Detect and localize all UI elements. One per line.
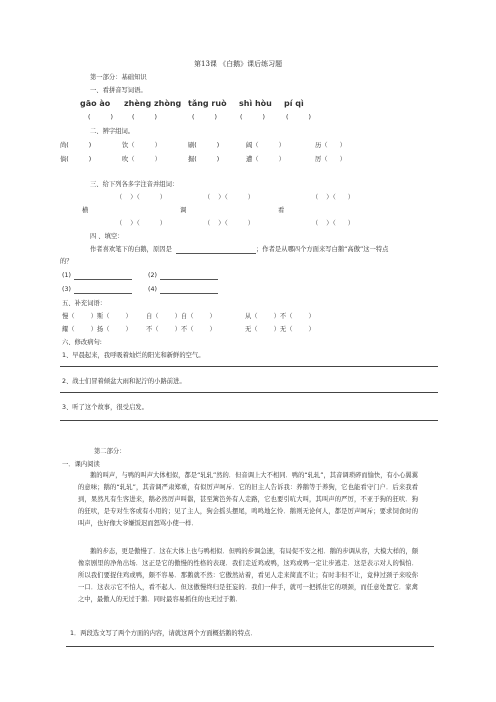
- section-heading: 一．课内阅读: [62, 461, 100, 468]
- pinyin-blank-4[interactable]: ( ): [240, 114, 265, 121]
- polyphone-blank[interactable]: （ ）（ ）: [204, 220, 255, 227]
- polyphone-blank[interactable]: （ ）（ ）: [312, 194, 355, 201]
- polyphone-blank[interactable]: （ ）（ ）: [312, 220, 355, 227]
- page-title: 第13课 《白鹅》课后练习题: [194, 60, 283, 68]
- fill-item-label: (4): [148, 286, 157, 293]
- answer-line[interactable]: [66, 646, 434, 647]
- pinyin-1: gāo ào: [80, 99, 111, 108]
- pinyin-5: pí qì: [284, 99, 304, 108]
- fill-blank-line[interactable]: [74, 279, 132, 280]
- polyphone-blank[interactable]: （ ）（ ）: [204, 194, 255, 201]
- polyphone-blank[interactable]: （ ）（ ）: [116, 194, 167, 201]
- idiom-item[interactable]: 自（ ）自（ ）: [146, 313, 216, 320]
- fill-item-label: (1): [62, 272, 71, 279]
- answer-line[interactable]: [60, 420, 438, 421]
- polyphone-blank[interactable]: （ ）（ ）: [116, 220, 167, 227]
- fill-question-text: ；作者是从哪四个方面来写白鹅“高傲”这一特点: [256, 246, 389, 253]
- word-group-item[interactable]: 阔（ ）: [246, 142, 285, 149]
- word-group-item[interactable]: 吹（ ）: [122, 156, 161, 163]
- word-group-item[interactable]: 掘( ): [188, 156, 220, 163]
- idiom-item[interactable]: 慢（ ）斯（ ）: [62, 313, 132, 320]
- pinyin-blank-5[interactable]: ( ): [286, 114, 311, 121]
- word-group-item[interactable]: 倘( ): [60, 156, 92, 163]
- q2-heading: 二、辨字组词。: [90, 128, 135, 135]
- polyphone-char: 看: [278, 207, 285, 214]
- idiom-item[interactable]: 不（ ）不（ ）: [146, 326, 216, 333]
- word-group-item[interactable]: 尚( ): [60, 142, 92, 149]
- idiom-item[interactable]: 从（ ）不（ ）: [245, 313, 315, 320]
- fill-question-text: 作者喜欢笔下的白鹅，原因是: [90, 246, 172, 253]
- fill-blank-line[interactable]: [176, 253, 256, 254]
- pinyin-4: shì hòu: [239, 99, 272, 108]
- answer-line[interactable]: [60, 392, 438, 393]
- pinyin-blank-1[interactable]: ( ): [88, 114, 113, 121]
- pinyin-2: zhèng zhòng: [124, 99, 182, 108]
- q1-heading: 一、看拼音写词语。: [90, 87, 147, 94]
- passage-paragraph: 鹅的步态，更是傲慢了．这在大体上也与鸭相似．但鸭的步调急速，有局促不安之相．鹅的步调从容，大模大样的，颇像京剧里的净角出场．这正是它的傲慢的性格的表现．我们走近鸡或鸭，这鸡或鸭一定让步逃走．这是表示对人的惧怕．所以我们要捉住鸡或鸭，颇不容易．那鹅就不然：它傲然站着，看见人走来简直不让；有时非但不让，竟伸过颈子来咬你一口．这表示它不怕人，看不起人．但这傲慢终归是狂妄的．我们一伸手，就可一把抓住它的项颈，而任意处置它．家禽之中，最傲人的无过于鹅．同时最容易抓住的也无过于鹅．: [78, 548, 418, 603]
- word-group-item[interactable]: 遭（ ）: [246, 156, 285, 163]
- reading-question: 1．两段选文写了两个方面的内容，请就这两个方面概括鹅的特点．: [70, 630, 257, 637]
- fill-item-label: (2): [148, 272, 157, 279]
- part1-heading: 第一部分：基础知识: [90, 74, 147, 81]
- polyphone-char: 横: [82, 207, 89, 214]
- idiom-item[interactable]: 无（ ）无（ ）: [245, 326, 315, 333]
- polyphone-char: 调: [180, 207, 187, 214]
- faulty-sentence: 3、听了这个故事，很受启发。: [62, 404, 148, 411]
- idiom-item[interactable]: 耀（ ）扬（ ）: [62, 326, 132, 333]
- q3-heading: 三、给下列各多字注音并组词：: [90, 181, 179, 188]
- fill-blank-line[interactable]: [74, 293, 132, 294]
- pinyin-blank-2[interactable]: ( ): [132, 114, 157, 121]
- fill-blank-line[interactable]: [160, 279, 218, 280]
- fill-question-text: 的？: [60, 258, 73, 265]
- word-group-item[interactable]: 历（ ）: [315, 142, 346, 149]
- answer-line[interactable]: [60, 366, 438, 367]
- word-group-item[interactable]: 饮（ ）: [122, 142, 161, 149]
- fill-blank-line[interactable]: [160, 293, 218, 294]
- word-group-item[interactable]: 刷( ): [188, 142, 220, 149]
- q4-heading: 四 、填空：: [90, 233, 124, 240]
- pinyin-3: tǎng ruò: [188, 99, 227, 108]
- word-group-item[interactable]: 厉（ ）: [315, 156, 346, 163]
- faulty-sentence: 1、早晨起来，我呼吸着灿烂的阳光和新鲜的空气。: [62, 352, 205, 359]
- part2-heading: 第二部分：: [94, 448, 126, 455]
- pinyin-blank-3[interactable]: ( ): [192, 114, 217, 121]
- passage-paragraph: 鹅的叫声，与鸭的叫声大体相似，都是“轧轧”然的．但音调上大不相同．鸭的“轧轧”，其音调琐碎而愉快，有小心翼翼的意味；鹅的“轧轧”，其音调严肃郑重，有似厉声呵斥．它的旧主人告诉我：养鹅等于养狗，它也能看守门户．后来我看到，果然凡有生客进来，鹅必然厉声叫嚣，甚至篱笆外有人走路，它也要引吭大叫，其叫声的严厉，不亚于狗的狂吠．狗的狂吠，是专对生客或有小用的；见了主人，狗会摇头摆尾，鸣鸣地乞怜．鹅则无论何人，都是厉声呵斥；要求饲食时的叫声，也好像大爷嫌饭迟而怒骂小使一样．: [78, 472, 418, 527]
- q6-heading: 六、修改病句:: [62, 339, 102, 346]
- fill-item-label: (3): [62, 286, 71, 293]
- faulty-sentence: 2、战士们冒着倾盆大雨和泥泞的小路前进。: [62, 378, 186, 385]
- q5-heading: 五、补充词语：: [62, 300, 107, 307]
